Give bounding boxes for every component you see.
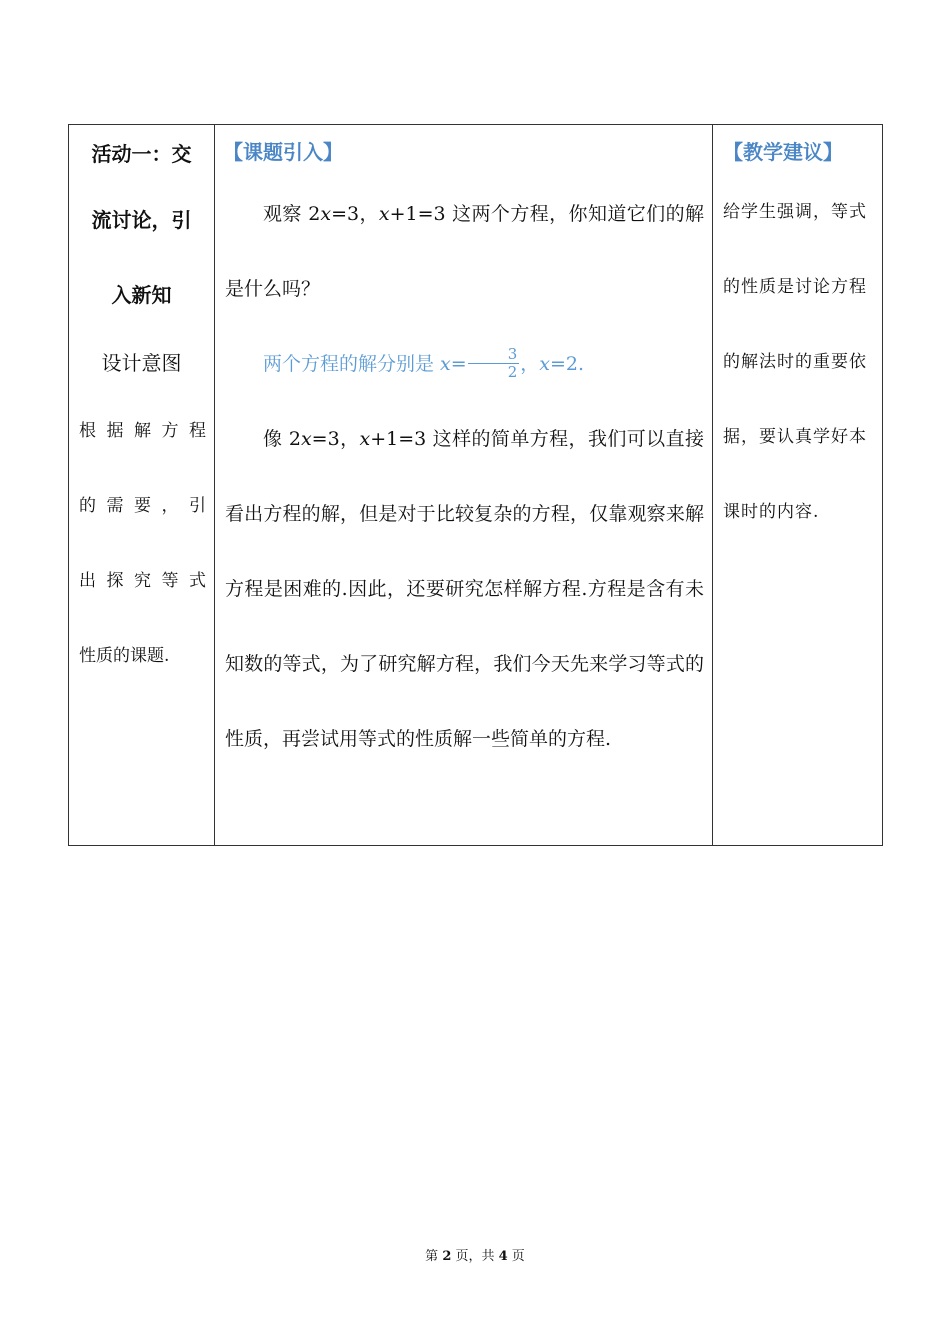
text-run: +1=3 这样的简单方程，我们可以直接看出方程的解，但是对于比较复杂的方程，仅靠观察来解方程是困难的.因此，还要研究怎样解方程.方程是含有未知数的等式，为了研究解方程，我们今天先来学习等式的性质，再尝试用等式的性质解一些简单的方程. [225, 428, 704, 750]
text-run: =3， [331, 203, 379, 225]
footer-text: 页，共 [451, 1249, 499, 1264]
text-run: 两个方程的解分别是 [263, 353, 441, 375]
design-intent-text [69, 394, 214, 694]
text-run: =2. [549, 353, 585, 375]
var-x: x [539, 353, 550, 375]
text-run: =3， [311, 428, 360, 450]
design-line: 性质的课题. [79, 646, 170, 666]
var-x: x [378, 203, 390, 225]
activity-title-line: 活动一：交 [91, 142, 192, 166]
design-line: 根据解方程 [79, 421, 206, 441]
text-run: 像 2 [263, 428, 301, 450]
fraction-denominator: 2 [507, 362, 518, 381]
advice-cell [713, 125, 883, 846]
main-content-cell [215, 125, 713, 846]
design-line: 的需要，引 [79, 496, 206, 516]
activity-cell [69, 125, 215, 846]
var-x: x [440, 353, 451, 375]
design-intent-title: 设计意图 [101, 351, 182, 375]
design-line: 出探究等式 [79, 571, 206, 591]
table-row [69, 125, 883, 846]
activity-title-line: 流讨论，引 [91, 208, 192, 232]
intro-paragraph [215, 177, 712, 327]
text-run: = [450, 353, 467, 375]
page-total: 4 [498, 1249, 508, 1264]
text-run: ， [520, 353, 540, 375]
var-x: x [359, 428, 371, 450]
fraction-numerator: 3 [468, 346, 520, 364]
explanation-paragraph [215, 402, 712, 777]
activity-title-line: 入新知 [111, 283, 172, 307]
page-footer [0, 1245, 950, 1264]
section-heading-advice: 【教学建议】 [723, 140, 843, 164]
var-x: x [320, 203, 332, 225]
lesson-table [68, 124, 883, 846]
page-number: 2 [442, 1249, 452, 1264]
var-x: x [300, 428, 312, 450]
footer-text: 页 [507, 1249, 525, 1264]
footer-text: 第 [425, 1249, 443, 1264]
advice-text: 给学生强调，等式的性质是讨论方程的解法时的重要依据，要认真学好本课时的内容. [723, 202, 867, 522]
fraction [468, 346, 520, 381]
text-run: +1=3 这两个方程，你知道它们的解是什么吗？ [225, 203, 704, 300]
answer-line [215, 327, 712, 402]
text-run: 观察 2 [263, 203, 321, 225]
section-heading-intro: 【课题引入】 [223, 140, 343, 164]
